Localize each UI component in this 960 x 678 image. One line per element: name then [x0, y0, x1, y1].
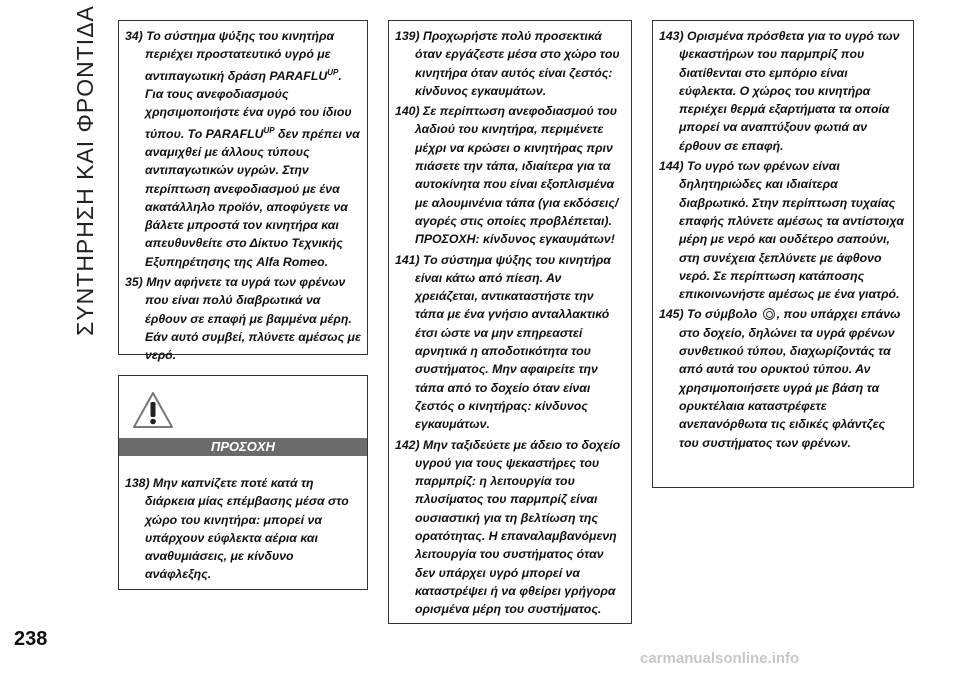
watermark: carmanualsonline.info: [640, 650, 800, 667]
notes-box-right: [652, 20, 914, 488]
page-number: 238: [14, 628, 48, 650]
warning-box: [118, 375, 368, 590]
note-144: 144) Το υγρό των φρένων είναι δηλητηριώδες και ιδιαίτερα διαβρωτικό. Στην περίπτωση τυχαίας επαφής πλύνετε αμέσως τα αντίστοιχα μέρη με νερό και ουδέτερο σαπούνι, στη συνέχεια ξεπλύνετε με άφθονο νερό. Σε περίπτωση κατάποσης επικοινωνήστε αμέσως με ένα γιατρό.: [659, 159, 905, 302]
note-141: 141) Το σύστημα ψύξης του κινητήρα είναι κάτω από πίεση. Αν χρειάζεται, αντικαταστήστε την τάπα με ένα γνήσιο ανταλλακτικό έτσι ώστε να μην επηρεαστεί αρνητικά η αποδοτικότητα του συστήματος. Μην αφαιρείτε την τάπα από το δοχείο όταν είναι ζεστός ο κινητήρας: κίνδυνος εγκαυμάτων.: [395, 252, 611, 432]
note-35: 35) Μην αφήνετε τα υγρά των φρένων που είναι πολύ διαβρωτικά να έρθουν σε επαφή με βαμμένα μέρη. Εάν αυτό συμβεί, πλύνετε αμέσως με νερό.: [125, 275, 361, 363]
warning-header: ΠΡΟΣΟΧΗ: [119, 438, 367, 456]
note-143: 143) Ορισμένα πρόσθετα για το υγρό των ψεκαστήρων του παρμπρίζ που διατίθενται στο εμπόριο είναι εύφλεκτα. Ο χώρος του κινητήρα περιέχει θερμά εξαρτήματα τα οποία μπορεί να αναπτύξουν φωτιά αν έρθουν σε επαφή.: [659, 29, 900, 153]
notes-box-left: [118, 20, 368, 363]
brake-fluid-symbol-icon: [763, 308, 775, 320]
note-138: 138) Μην καπνίζετε ποτέ κατά τη διάρκεια μίας επέμβασης μέσα στο χώρο του κινητήρα: μπορεί να υπάρχουν εύφλεκτα αέρια και αναθυμιάσεις, με κίνδυνο ανάφλεξης.: [125, 476, 349, 582]
warning-triangle-icon: [131, 390, 175, 430]
note-145: 145) Το σύμβολο , που υπάρχει επάνω στο δοχείο, δηλώνει τα υγρά φρένων συνθετικού τύπου, διαχωρίζοντάς τα από αυτά του ορυκτού τύπου. Αν χρησιμοποιήσετε υγρά με βάση τα ορυκτέλαια καταστρέφετε ανεπανόρθωτα τις ειδικές φλάντζες του συστήματος των φρένων.: [659, 307, 901, 450]
note-140: 140) Σε περίπτωση ανεφοδιασμού του λαδιού του κινητήρα, περιμένετε μέχρι να κρώσει ο κινητήρας πριν πιάσετε την τάπα, ιδιαίτερα για τα αυτοκίνητα που είναι εξοπλισμένα με αλουμινένια τάπα (για εκδόσεις/αγορές στις οποίες προβλέπεται). ΠΡΟΣΟΧΗ: κίνδυνος εγκαυμάτων!: [395, 104, 619, 247]
warning-icon-area: [119, 376, 367, 438]
note-34: 34) Το σύστημα ψύξης του κινητήρα περιέχει προστατευτικό υγρό με αντιπαγωτική δράση $PARAFLU^{UP}$. Για τους ανεφοδιασμούς χρησιμοποιήστε ένα υγρό του ίδιου τύπου. Το $PARAFLU^{UP}$ δεν πρέπει να αναμιχθεί με άλλους τύπους αντιπαγωτικών υγρών. Στην περίπτωση ανεφοδιασμού με ένα ακατάλληλο προϊόν, αποφύγετε να βάλετε μπροστά τον κινητήρα και απευθυνθείτε στο Δίκτυο Τεχνικής Εξυπηρέτησης της Alfa Romeo.: [125, 29, 360, 269]
note-142: 142) Μην ταξιδεύετε με άδειο το δοχείο υγρού για τους ψεκαστήρες του παρμπρίζ: η λειτουργία του πλυσίματος του παρμπρίζ είναι ουσιαστική για τη βελτίωση της ορατότητας. Η επαναλαμβανόμενη λειτουργία του συστήματος όταν δεν υπάρχει υγρό μπορεί να καταστρέψει ή να φθείρει γρήγορα ορισμένα μέρη του συστήματος.: [395, 437, 621, 617]
notes-box-middle: [388, 20, 632, 624]
chapter-title-text: ΣΥΝΤΗΡΗΣΗ ΚΑΙ ΦΡΟΝΤΙΔΑ: [71, 4, 98, 336]
note-139: 139) Προχωρήστε πολύ προσεκτικά όταν εργάζεστε μέσα στο χώρο του κινητήρα όταν αυτός είναι ζεστός: κίνδυνος εγκαυμάτων.: [395, 29, 620, 98]
chapter-side-title: [70, 4, 100, 336]
